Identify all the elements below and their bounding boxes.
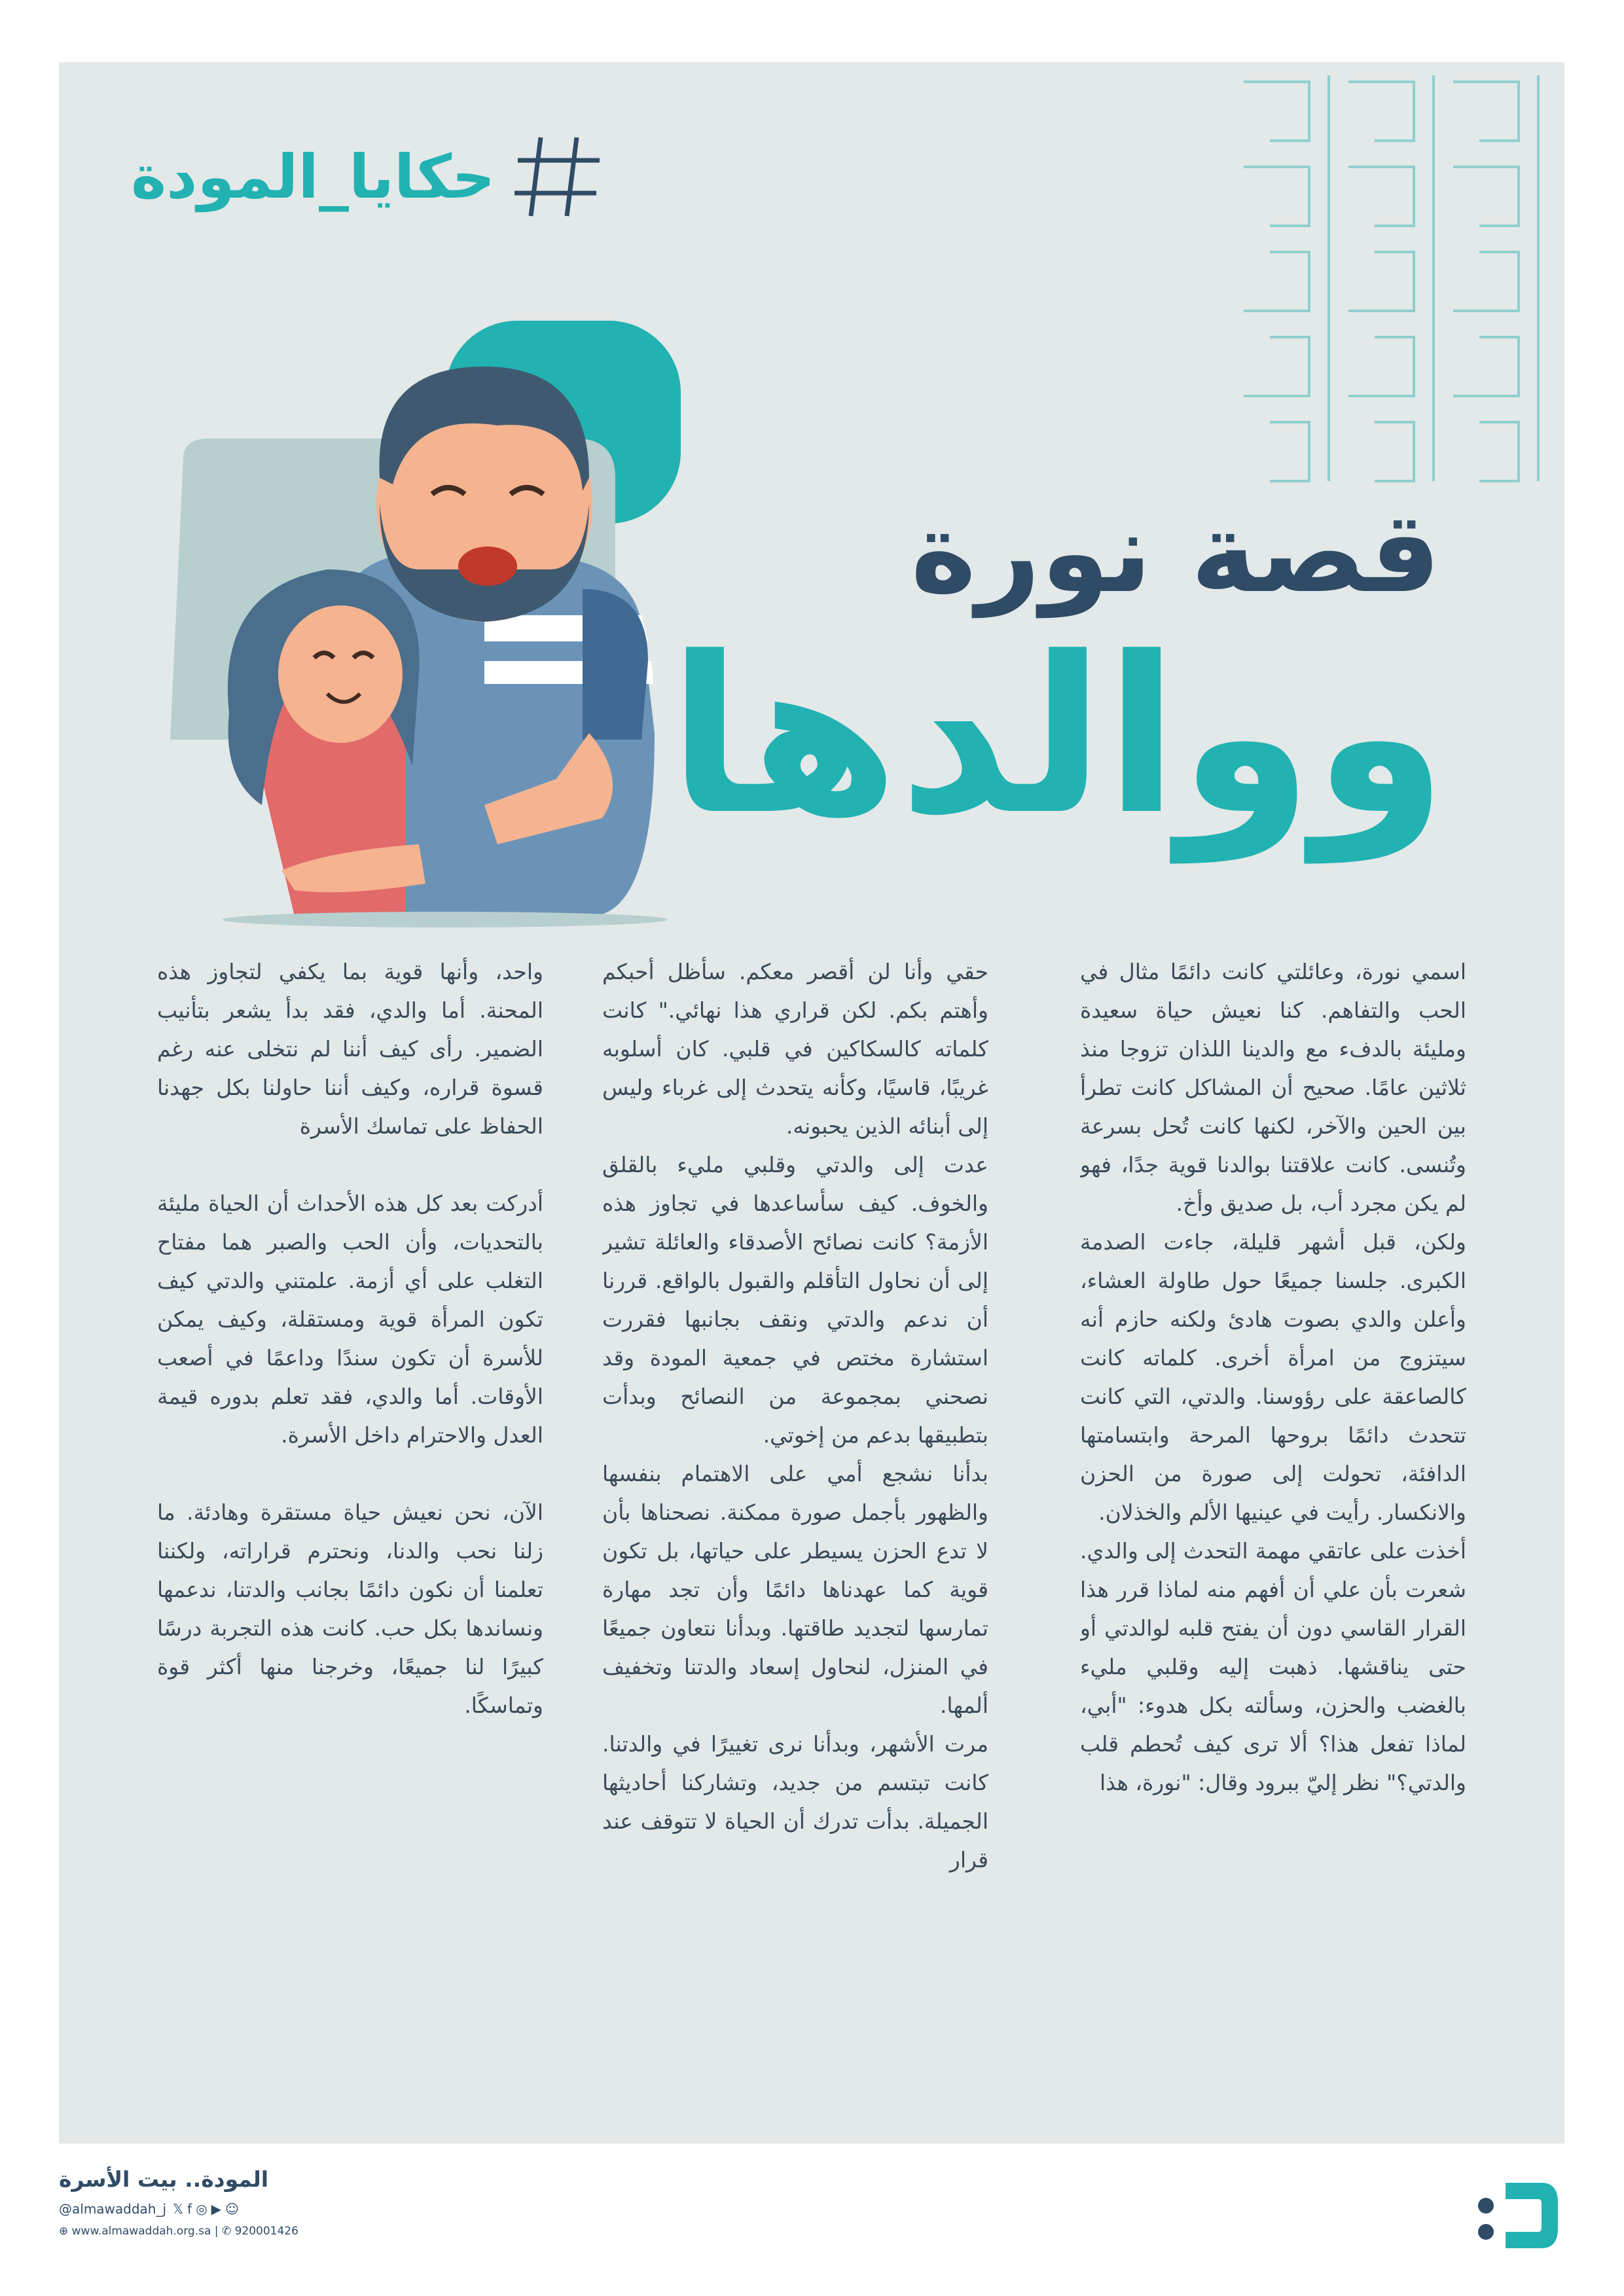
title-line2: ووالدها [668, 611, 1447, 862]
social-row [59, 2201, 321, 2217]
title-line1: قصة نورة [911, 488, 1441, 618]
brand-slogan: المودة.. بيت الأسرة [59, 2166, 269, 2192]
social-handle[interactable]: @almawaddah_j [59, 2201, 167, 2217]
text-column-left [157, 952, 543, 2117]
facebook-icon[interactable]: f [187, 2201, 192, 2217]
website-link[interactable]: www.almawaddah.org.sa [71, 2225, 211, 2238]
paragraph: ولكن، قبل أشهر قليلة، جاءت الصدمة الكبرى. جلسنا جميعًا حول طاولة العشاء، وأعلن والدي بصوت هادئ ولكنه حازم أنه سيتزوج من امرأة أخرى. كلماته كانت كالصاعقة على رؤوسنا. والدتي، التي كانت تتحدث دائمًا بروحها المرحة وابتسامتها الدافئة، تحولت إلى صورة من الحزن والانكسار. رأيت في عينيها الألم والخذلان. [1080, 1229, 1466, 1525]
ground-shadow [223, 912, 668, 927]
paragraph: الآن، نحن نعيش حياة مستقرة وهادئة. ما زلنا نحب والدنا، ونحترم قراراته، ولكننا تعلمنا أن نكون دائمًا بجانب والدتنا، ندعمها ونساندها بكل حب. كانت هذه التجربة درسًا كبيرًا لنا جميعًا، وخرجنا منها أكثر قوة وتماسكًا. [157, 1499, 543, 1718]
almawaddah-logo [1466, 2176, 1564, 2255]
text-column-right [1080, 952, 1466, 2117]
social-icons [173, 2201, 243, 2217]
paragraph: أدركت بعد كل هذه الأحداث أن الحياة مليئة بالتحديات، وأن الحب والصبر هما مفتاح التغلب على أي أزمة. علمتني والدتي كيف تكون المرأة قوية ومستقلة، وكيف يمكن للأسرة أن تكون سندًا وداعمًا في أصعب الأوقات. أما والدي، فقد تعلم بدوره قيمة العدل والاحترام داخل الأسرة. [157, 1191, 543, 1448]
footer-brand [59, 2166, 321, 2238]
paragraph: بدأنا نشجع أمي على الاهتمام بنفسها والظهور بأجمل صورة ممكنة. نصحناها بأن لا تدع الحزن يسيطر على حياتها، بل تكون قوية كما عهدناها دائمًا وأن تجد مهارة تمارسها لتجديد طاقتها. وبدأنا نتعاون جميعًا في المنزل، لنحاول إسعاد والدتنا وتخفيف ألمها. [602, 1461, 988, 1718]
hashtag-header [131, 128, 606, 226]
web-icon: ⊕ [59, 2225, 69, 2238]
paragraph: واحد، وأنها قوية بما يكفي لتجاوز هذه المحنة. أما والدي، فقد بدأ يشعر بتأنيب الضمير. رأى كيف أننا لم نتخلى عنه رغم قسوة قراره، وكيف أننا حاولنا بكل جهدنا الحفاظ على تماسك الأسرة [157, 959, 543, 1139]
paragraph: مرت الأشهر، وبدأنا نرى تغييرًا في والدتنا. كانت تبتسم من جديد، وتشاركنا أحاديثها الجميلة. بدأت تدرك أن الحياة لا تتوقف عند قرار [602, 1731, 988, 1873]
divider: | [214, 2225, 219, 2238]
decorative-pattern [1231, 62, 1571, 494]
phone-number[interactable]: 920001426 [234, 2225, 298, 2238]
text-column-middle [602, 952, 988, 2117]
hash-icon [508, 128, 606, 226]
paragraph: اسمي نورة، وعائلتي كانت دائمًا مثال في الحب والتفاهم. كنا نعيش حياة سعيدة ومليئة بالدفء مع والدينا اللذان تزوجا منذ ثلاثين عامًا. صحيح أن المشاكل كانت تطرأ بين الحين والآخر، لكنها كانت تُحل بسرعة وتُنسى. كانت علاقتنا بوالدنا قوية جدًا، فهو لم يكن مجرد أب، بل صديق وأخ. [1080, 959, 1466, 1216]
paragraph: عدت إلى والدتي وقلبي مليء بالقلق والخوف. كيف سأساعدها في تجاوز هذه الأزمة؟ كانت نصائح الأصدقاء والعائلة تشير إلى أن نحاول التأقلم والقبول بالواقع. قررنا أن ندعم والدتي ونقف بجانبها فقررت استشارة مختص في جمعية المودة وقد نصحني بمجموعة من النصائح وبدأت بتطبيقها بدعم من إخوتي. [602, 1152, 988, 1448]
snapchat-icon[interactable]: ☺ [225, 2201, 239, 2217]
contact-row [59, 2225, 321, 2238]
father-mouth [458, 547, 517, 586]
paragraph: أخذت على عاتقي مهمة التحدث إلى والدي. شعرت بأن علي أن أفهم منه لماذا قرر هذا القرار القاسي دون أن يفتح قلبه لوالدتي أو حتى يناقشها. ذهبت إليه وقلبي مليء بالغضب والحزن، وسألته بكل هدوء: "أبي، لماذا تفعل هذا؟ ألا ترى كيف تُحطم قلب والدتي؟" نظر إليّ ببرود وقال: "نورة، هذا [1080, 1538, 1466, 1795]
father-daughter-illustration [131, 308, 759, 929]
instagram-icon[interactable]: ◎ [196, 2201, 208, 2217]
x-icon[interactable]: 𝕏 [173, 2201, 184, 2217]
phone-icon: ✆ [221, 2225, 232, 2238]
paragraph: حقي وأنا لن أقصر معكم. سأظل أحبكم وأهتم بكم. لكن قراري هذا نهائي." كانت كلماته كالسكاكين في قلبي. كان أسلوبه غريبًا، قاسيًا، وكأنه يتحدث إلى غرباء وليس إلى أبنائه الذين يحبونه. [602, 959, 988, 1139]
daughter-face [278, 605, 403, 743]
hashtag-text: حكايا_المودة [131, 141, 496, 212]
youtube-icon[interactable]: ▶ [211, 2201, 222, 2217]
